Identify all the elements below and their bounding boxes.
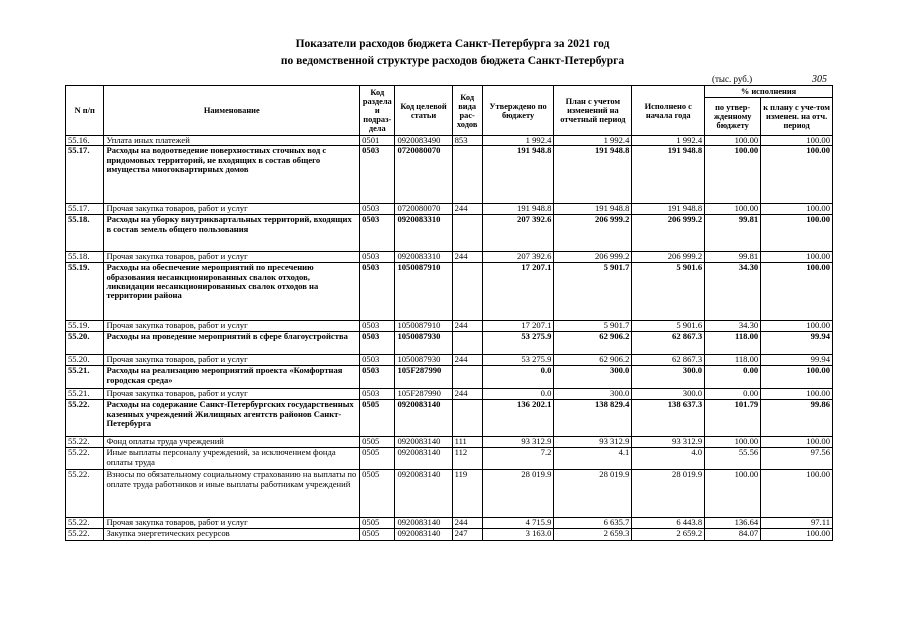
row-executed: 5 901.6 xyxy=(632,321,705,332)
table-row xyxy=(66,355,833,366)
row-target-code: 1050087910 xyxy=(395,263,452,321)
row-pct-approved: 118.00 xyxy=(705,332,761,355)
row-pct-approved: 136.64 xyxy=(705,518,761,529)
row-pct-plan: 100.00 xyxy=(761,204,833,215)
table-row xyxy=(66,529,833,541)
row-executed: 28 019.9 xyxy=(632,470,705,518)
row-pct-plan: 100.00 xyxy=(761,321,833,332)
row-plan: 4.1 xyxy=(554,448,632,470)
row-kind-code: 111 xyxy=(452,437,482,448)
header-kind: Код вида рас-ходов xyxy=(452,86,482,136)
table-row xyxy=(66,263,833,321)
row-plan: 28 019.9 xyxy=(554,470,632,518)
row-section-code: 0503 xyxy=(360,389,395,400)
row-pct-approved: 100.00 xyxy=(705,470,761,518)
row-name: Расходы на реализацию мероприятий проекта «Комфортная городская среда» xyxy=(104,366,360,389)
header-pct-approved: по утвер-жденному бюджету xyxy=(705,98,761,136)
row-target-code: 105F287990 xyxy=(395,366,452,389)
row-approved: 4 715.9 xyxy=(482,518,554,529)
header-approved: Утверждено по бюджету xyxy=(482,86,554,136)
row-plan: 93 312.9 xyxy=(554,437,632,448)
row-kind-code: 244 xyxy=(452,518,482,529)
row-pct-approved: 100.00 xyxy=(705,204,761,215)
row-approved: 3 163.0 xyxy=(482,529,554,541)
row-executed: 2 659.2 xyxy=(632,529,705,541)
row-name: Прочая закупка товаров, работ и услуг xyxy=(104,204,360,215)
row-section-code: 0503 xyxy=(360,355,395,366)
row-kind-code: 119 xyxy=(452,470,482,518)
table-row xyxy=(66,400,833,437)
row-section-code: 0505 xyxy=(360,470,395,518)
row-pct-approved: 118.00 xyxy=(705,355,761,366)
row-name: Иные выплаты персоналу учреждений, за исключением фонда оплаты труда xyxy=(104,448,360,470)
row-target-code: 1050087930 xyxy=(395,332,452,355)
table-row xyxy=(66,215,833,252)
table-row xyxy=(66,518,833,529)
row-number: 55.22. xyxy=(66,470,104,518)
row-executed: 1 992.4 xyxy=(632,136,705,146)
row-kind-code: 244 xyxy=(452,321,482,332)
row-name: Расходы на содержание Санкт-Петербургских государственных казенных учреждений Жилищных агентств районов Санкт-Петербурга xyxy=(104,400,360,437)
row-target-code: 1050087910 xyxy=(395,321,452,332)
row-number: 55.22. xyxy=(66,529,104,541)
row-kind-code xyxy=(452,366,482,389)
row-section-code: 0505 xyxy=(360,518,395,529)
row-number: 55.22. xyxy=(66,448,104,470)
row-name: Прочая закупка товаров, работ и услуг xyxy=(104,518,360,529)
row-pct-approved: 101.79 xyxy=(705,400,761,437)
table-row xyxy=(66,470,833,518)
row-number: 55.20. xyxy=(66,332,104,355)
row-number: 55.20. xyxy=(66,355,104,366)
row-name: Расходы на обеспечение мероприятий по пресечению образования несанкционированных свалок отходов, ликвидации несанкционированных свалок отходов на территории района xyxy=(104,263,360,321)
row-approved: 0.0 xyxy=(482,366,554,389)
row-pct-approved: 34.30 xyxy=(705,321,761,332)
table-row xyxy=(66,321,833,332)
row-kind-code: 244 xyxy=(452,389,482,400)
row-executed: 138 637.3 xyxy=(632,400,705,437)
row-target-code: 0720080070 xyxy=(395,146,452,204)
header-pct-plan: к плану с уче-том изменен. на отч. период xyxy=(761,98,833,136)
row-name: Прочая закупка товаров, работ и услуг xyxy=(104,252,360,263)
row-plan: 2 659.3 xyxy=(554,529,632,541)
row-plan: 191 948.8 xyxy=(554,146,632,204)
row-executed: 206 999.2 xyxy=(632,215,705,252)
row-kind-code: 244 xyxy=(452,252,482,263)
row-section-code: 0505 xyxy=(360,448,395,470)
row-number: 55.22. xyxy=(66,437,104,448)
table-row xyxy=(66,136,833,146)
row-kind-code: 244 xyxy=(452,355,482,366)
header-section: Код раздела и подраз-дела xyxy=(360,86,395,136)
row-executed: 4.0 xyxy=(632,448,705,470)
row-plan: 6 635.7 xyxy=(554,518,632,529)
row-target-code: 0920083310 xyxy=(395,215,452,252)
table-row xyxy=(66,332,833,355)
row-executed: 62 867.3 xyxy=(632,355,705,366)
row-number: 55.17. xyxy=(66,204,104,215)
row-number: 55.19. xyxy=(66,263,104,321)
row-target-code: 0920083140 xyxy=(395,529,452,541)
row-section-code: 0503 xyxy=(360,366,395,389)
row-target-code: 0920083140 xyxy=(395,518,452,529)
row-target-code: 0920083490 xyxy=(395,136,452,146)
row-pct-approved: 55.56 xyxy=(705,448,761,470)
row-pct-plan: 100.00 xyxy=(761,529,833,541)
row-executed: 5 901.6 xyxy=(632,263,705,321)
row-section-code: 0505 xyxy=(360,400,395,437)
row-pct-approved: 0.00 xyxy=(705,366,761,389)
row-target-code: 105F287990 xyxy=(395,389,452,400)
row-pct-approved: 34.30 xyxy=(705,263,761,321)
row-section-code: 0503 xyxy=(360,204,395,215)
row-pct-approved: 0.00 xyxy=(705,389,761,400)
header-pct-group: % исполнения xyxy=(705,86,833,98)
row-pct-plan: 100.00 xyxy=(761,366,833,389)
row-pct-approved: 100.00 xyxy=(705,437,761,448)
row-approved: 7.2 xyxy=(482,448,554,470)
row-target-code: 0920083140 xyxy=(395,470,452,518)
row-section-code: 0503 xyxy=(360,252,395,263)
row-name: Расходы на проведение мероприятий в сфере благоустройства xyxy=(104,332,360,355)
row-section-code: 0503 xyxy=(360,321,395,332)
row-pct-plan: 100.00 xyxy=(761,215,833,252)
row-kind-code: 247 xyxy=(452,529,482,541)
row-approved: 93 312.9 xyxy=(482,437,554,448)
row-executed: 191 948.8 xyxy=(632,204,705,215)
header-name: Наименование xyxy=(104,86,360,136)
row-executed: 191 948.8 xyxy=(632,146,705,204)
row-target-code: 0920083140 xyxy=(395,437,452,448)
row-name: Прочая закупка товаров, работ и услуг xyxy=(104,355,360,366)
table-row xyxy=(66,448,833,470)
row-kind-code xyxy=(452,332,482,355)
row-kind-code xyxy=(452,263,482,321)
row-kind-code: 244 xyxy=(452,204,482,215)
row-name: Расходы на водоотведение поверхностных сточных вод с придомовых территорий, не входящих в состав общего имущества многоквартирных домов xyxy=(104,146,360,204)
row-pct-plan: 99.86 xyxy=(761,400,833,437)
row-kind-code xyxy=(452,146,482,204)
row-kind-code xyxy=(452,400,482,437)
row-name: Уплата иных платежей xyxy=(104,136,360,146)
row-approved: 53 275.9 xyxy=(482,332,554,355)
budget-table xyxy=(65,85,833,541)
row-plan: 1 992.4 xyxy=(554,136,632,146)
report-title-line2: по ведомственной структуре расходов бюджета Санкт-Петербурга xyxy=(280,55,625,67)
row-pct-plan: 100.00 xyxy=(761,437,833,448)
row-plan: 62 906.2 xyxy=(554,355,632,366)
row-number: 55.22. xyxy=(66,518,104,529)
table-body xyxy=(66,136,833,541)
row-pct-plan: 97.56 xyxy=(761,448,833,470)
row-executed: 206 999.2 xyxy=(632,252,705,263)
row-executed: 300.0 xyxy=(632,389,705,400)
row-pct-plan: 100.00 xyxy=(761,470,833,518)
unit-label: (тыс. руб.) xyxy=(712,74,753,84)
header-target: Код целевой статьи xyxy=(395,86,452,136)
row-plan: 300.0 xyxy=(554,366,632,389)
row-pct-approved: 100.00 xyxy=(705,136,761,146)
row-pct-plan: 100.00 xyxy=(761,389,833,400)
row-name: Взносы по обязательному социальному страхованию на выплаты по оплате труда работников и иные выплаты работникам учреждений xyxy=(104,470,360,518)
row-pct-plan: 99.94 xyxy=(761,355,833,366)
row-kind-code: 853 xyxy=(452,136,482,146)
row-section-code: 0503 xyxy=(360,215,395,252)
row-approved: 53 275.9 xyxy=(482,355,554,366)
table-row xyxy=(66,437,833,448)
row-name: Прочая закупка товаров, работ и услуг xyxy=(104,389,360,400)
row-approved: 17 207.1 xyxy=(482,263,554,321)
row-plan: 206 999.2 xyxy=(554,252,632,263)
row-pct-approved: 99.81 xyxy=(705,215,761,252)
page-number: 305 xyxy=(812,74,827,85)
header-executed: Исполнено с начала года xyxy=(632,86,705,136)
row-section-code: 0501 xyxy=(360,136,395,146)
table-row xyxy=(66,389,833,400)
row-number: 55.19. xyxy=(66,321,104,332)
row-executed: 62 867.3 xyxy=(632,332,705,355)
table-row xyxy=(66,204,833,215)
row-section-code: 0503 xyxy=(360,332,395,355)
row-executed: 93 312.9 xyxy=(632,437,705,448)
row-number: 55.22. xyxy=(66,400,104,437)
row-approved: 191 948.8 xyxy=(482,146,554,204)
row-approved: 207 392.6 xyxy=(482,252,554,263)
row-number: 55.17. xyxy=(66,146,104,204)
row-executed: 300.0 xyxy=(632,366,705,389)
row-kind-code xyxy=(452,215,482,252)
row-target-code: 0920083140 xyxy=(395,400,452,437)
table-row xyxy=(66,146,833,204)
row-pct-approved: 99.81 xyxy=(705,252,761,263)
row-approved: 0.0 xyxy=(482,389,554,400)
row-plan: 138 829.4 xyxy=(554,400,632,437)
row-approved: 136 202.1 xyxy=(482,400,554,437)
row-name: Прочая закупка товаров, работ и услуг xyxy=(104,321,360,332)
row-number: 55.18. xyxy=(66,215,104,252)
row-approved: 17 207.1 xyxy=(482,321,554,332)
row-name: Закупка энергетических ресурсов xyxy=(104,529,360,541)
row-section-code: 0503 xyxy=(360,263,395,321)
table-row xyxy=(66,366,833,389)
row-pct-approved: 84.07 xyxy=(705,529,761,541)
row-section-code: 0505 xyxy=(360,437,395,448)
row-plan: 5 901.7 xyxy=(554,321,632,332)
table-row xyxy=(66,252,833,263)
row-target-code: 0920083140 xyxy=(395,448,452,470)
row-pct-plan: 97.11 xyxy=(761,518,833,529)
row-plan: 191 948.8 xyxy=(554,204,632,215)
row-name: Фонд оплаты труда учреждений xyxy=(104,437,360,448)
row-executed: 6 443.8 xyxy=(632,518,705,529)
row-pct-plan: 100.00 xyxy=(761,146,833,204)
header-num: N п/п xyxy=(66,86,104,136)
row-section-code: 0503 xyxy=(360,146,395,204)
row-kind-code: 112 xyxy=(452,448,482,470)
row-plan: 300.0 xyxy=(554,389,632,400)
row-pct-plan: 100.00 xyxy=(761,136,833,146)
row-pct-plan: 99.94 xyxy=(761,332,833,355)
report-title-line1: Показатели расходов бюджета Санкт-Петербурга за 2021 год xyxy=(295,38,610,50)
row-plan: 5 901.7 xyxy=(554,263,632,321)
header-plan: План с учетом изменений на отчетный период xyxy=(554,86,632,136)
row-name: Расходы на уборку внутриквартальных территорий, входящих в состав земель общего пользования xyxy=(104,215,360,252)
row-pct-approved: 100.00 xyxy=(705,146,761,204)
row-approved: 191 948.8 xyxy=(482,204,554,215)
row-target-code: 1050087930 xyxy=(395,355,452,366)
row-number: 55.18. xyxy=(66,252,104,263)
row-approved: 207 392.6 xyxy=(482,215,554,252)
row-plan: 206 999.2 xyxy=(554,215,632,252)
row-target-code: 0920083310 xyxy=(395,252,452,263)
row-pct-plan: 100.00 xyxy=(761,252,833,263)
row-plan: 62 906.2 xyxy=(554,332,632,355)
row-number: 55.21. xyxy=(66,366,104,389)
row-section-code: 0505 xyxy=(360,529,395,541)
row-approved: 1 992.4 xyxy=(482,136,554,146)
row-target-code: 0720080070 xyxy=(395,204,452,215)
row-pct-plan: 100.00 xyxy=(761,263,833,321)
row-number: 55.16. xyxy=(66,136,104,146)
row-number: 55.21. xyxy=(66,389,104,400)
row-approved: 28 019.9 xyxy=(482,470,554,518)
